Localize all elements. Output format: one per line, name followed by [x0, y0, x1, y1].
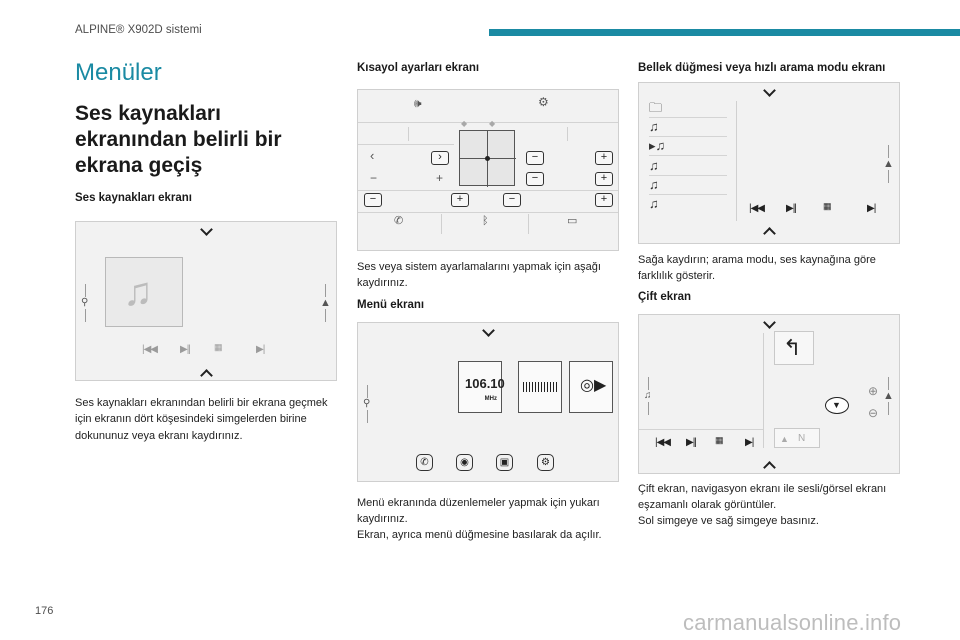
display-icon: ▭	[567, 215, 578, 227]
play-pause-icon: ▶||	[786, 203, 796, 214]
column-2	[357, 56, 619, 543]
car-seat-balance-grid	[459, 130, 515, 186]
chevron-up-icon	[763, 461, 776, 474]
chevron-right-button: ›	[431, 151, 449, 165]
zoom-out-icon: ⊖	[868, 405, 879, 420]
phone-icon: ✆	[416, 454, 433, 471]
previous-track-icon: |◀◀	[749, 203, 764, 214]
zoom-in-icon: ⊕	[868, 383, 879, 398]
phone-icon: ✆	[394, 215, 404, 227]
balance-marker-icon: ◆	[489, 119, 496, 128]
next-track-icon: ▶|	[867, 203, 876, 214]
equalizer-icon: ▦	[823, 201, 831, 211]
music-note-icon: ▸♫	[649, 137, 727, 156]
album-art-placeholder	[105, 257, 183, 327]
music-note-icon: ♫	[649, 196, 659, 211]
dual-screen-illustration	[638, 314, 900, 474]
audio-sources-description: Ses kaynakları ekranından belirli bir ekrana geçmek için ekranın dört köşesindeki simgelerden birine dokununuz veya ekranı kaydırınız.	[75, 397, 328, 442]
chevron-down-icon	[763, 84, 776, 97]
media-tile	[518, 361, 562, 413]
shortcut-settings-heading: Kısayol ayarları ekranı	[357, 62, 480, 74]
next-track-icon: ▶|	[256, 344, 265, 355]
column-1	[75, 56, 337, 444]
plus-button: +	[451, 193, 469, 207]
previous-track-icon: |◀◀	[142, 344, 157, 355]
slider-tick	[408, 127, 409, 141]
play-pause-icon: ▶||	[180, 344, 190, 355]
bluetooth-icon: ᛒ	[482, 215, 489, 227]
column-3	[638, 56, 902, 529]
memory-button-description: Sağa kaydırın; arama modu, ses kaynağına göre farklılık gösterir.	[638, 254, 876, 283]
volume-icon: 🕪	[414, 96, 422, 110]
turn-arrow-icon: ↰	[783, 334, 802, 360]
navigation-arrow-icon: ▲	[883, 389, 894, 402]
navigation-arrow-icon: ▲	[883, 158, 894, 170]
screen-split-line	[763, 333, 764, 448]
header-title: ALPINE® X902D sistemi	[75, 24, 202, 36]
turn-instruction-tile	[774, 331, 814, 365]
music-note-icon: ♫	[649, 176, 727, 195]
memory-button-heading: Bellek düğmesi veya hızlı arama modu ekranı	[638, 62, 886, 74]
slider-tick	[567, 127, 568, 141]
music-note-icon: ♫	[123, 270, 153, 314]
equalizer-icon: ▦	[214, 342, 222, 352]
chevron-down-icon	[200, 223, 213, 236]
play-pause-icon: ▶||	[686, 436, 696, 448]
plus-button: +	[595, 172, 613, 186]
plus-button: +	[595, 193, 613, 207]
previous-track-icon: |◀◀	[655, 436, 670, 448]
watermark: carmanualsonline.info	[683, 610, 902, 635]
folder-icon: 🗀	[649, 99, 727, 118]
radio-frequency: 106.10	[465, 375, 505, 391]
chevron-down-icon	[763, 316, 776, 329]
search-icon: ⚲	[363, 397, 371, 409]
menu-screen-description: Menü ekranında düzenlemeler yapmak için yukarı kaydırınız. Ekran, ayrıca menü düğmesine basılarak da açılır.	[357, 496, 602, 542]
balance-marker-icon: ◆	[461, 119, 468, 128]
navigation-arrow-icon: ▲	[320, 297, 331, 309]
video-tile: ◎▶	[569, 361, 613, 413]
page-number: 176	[35, 605, 54, 617]
settings-icon: ⚙	[538, 95, 549, 109]
radio-tile	[458, 361, 505, 413]
radio-unit: MHz	[484, 395, 497, 402]
plus-icon: +	[436, 171, 444, 185]
dual-screen-heading: Çift ekran	[638, 290, 692, 303]
section-title: Menüler	[75, 59, 162, 86]
divider	[358, 144, 454, 145]
tab-divider	[441, 214, 442, 234]
plus-button: +	[595, 151, 613, 165]
minus-button: −	[526, 151, 544, 165]
tab-divider	[528, 214, 529, 234]
compass-arrow-icon: ▲	[780, 433, 789, 444]
chevron-up-icon	[200, 369, 213, 381]
memory-button-screen-illustration	[638, 82, 900, 244]
settings-icon: ⚙	[537, 454, 554, 471]
dual-screen-description: Çift ekran, navigasyon ekranı ile sesli/görsel ekranı eşzamanlı olarak görüntüler. Sol simgeye ve sağ simgeye basınız.	[638, 482, 887, 528]
compass-tile	[774, 428, 820, 448]
vehicle-icon: ▣	[496, 454, 513, 471]
menu-screen-heading: Menü ekranı	[357, 298, 425, 311]
chevron-up-icon	[763, 227, 776, 240]
minus-button: −	[526, 172, 544, 186]
music-note-icon: ♫	[644, 389, 652, 401]
chevron-left-icon: ‹	[370, 148, 375, 163]
menu-screen-illustration	[357, 322, 619, 482]
equalizer-icon: ▦	[715, 434, 723, 445]
divider	[639, 429, 763, 430]
next-track-icon: ▶|	[745, 436, 754, 448]
navigation-icon: ◉	[456, 454, 473, 471]
shortcut-settings-screen-illustration	[357, 89, 619, 251]
music-note-icon: ♫	[649, 118, 727, 137]
main-heading: Ses kaynakları ekranından belirli bir ekrana geçiş	[75, 102, 282, 177]
position-marker-icon: ▼	[825, 397, 849, 414]
minus-button: −	[364, 193, 382, 207]
header-accent-bar	[489, 29, 960, 36]
minus-icon: −	[370, 171, 378, 185]
list-separator	[736, 101, 737, 221]
audio-sources-screen-illustration	[75, 221, 337, 381]
compass-letter: N	[798, 432, 806, 444]
music-note-icon: ♫	[649, 157, 727, 176]
search-icon: ⚲	[81, 297, 89, 308]
shortcut-settings-description: Ses veya sistem ayarlamalarını yapmak için aşağı kaydırınız.	[357, 261, 601, 290]
chevron-down-icon	[482, 324, 495, 337]
divider	[358, 212, 619, 213]
audio-sources-heading: Ses kaynakları ekranı	[75, 192, 192, 204]
minus-button: −	[503, 193, 521, 207]
divider	[358, 190, 619, 191]
